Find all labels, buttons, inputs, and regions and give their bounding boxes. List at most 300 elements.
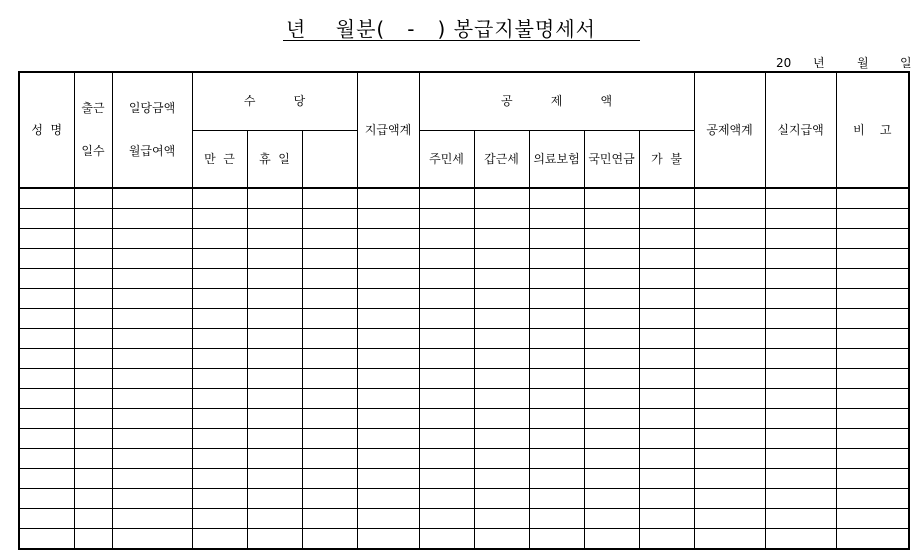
table-cell[interactable] — [765, 249, 836, 269]
table-cell[interactable] — [247, 209, 302, 229]
table-cell[interactable] — [584, 269, 639, 289]
table-row — [19, 469, 909, 489]
table-cell[interactable] — [112, 229, 192, 249]
table-cell[interactable] — [529, 209, 584, 229]
table-cell[interactable] — [74, 188, 112, 209]
header-attendance-line1: 출근 — [81, 101, 105, 115]
table-cell[interactable] — [192, 329, 247, 349]
header-daily-amount — [112, 72, 192, 188]
table-cell[interactable] — [529, 449, 584, 469]
table-cell[interactable] — [639, 369, 694, 389]
table-row — [19, 529, 909, 550]
table-cell[interactable] — [247, 449, 302, 469]
table-cell[interactable] — [302, 309, 357, 329]
date-month-label: 월 — [857, 56, 869, 70]
table-cell[interactable] — [639, 229, 694, 249]
table-cell[interactable] — [74, 489, 112, 509]
table-cell[interactable] — [192, 429, 247, 449]
table-cell[interactable] — [639, 429, 694, 449]
table-cell[interactable] — [112, 409, 192, 429]
table-cell[interactable] — [836, 409, 909, 429]
table-cell[interactable] — [112, 509, 192, 529]
table-cell[interactable] — [419, 369, 474, 389]
table-cell[interactable] — [694, 229, 765, 249]
table-cell[interactable] — [529, 489, 584, 509]
table-cell[interactable] — [419, 188, 474, 209]
table-cell[interactable] — [529, 509, 584, 529]
table-cell[interactable] — [765, 188, 836, 209]
table-cell[interactable] — [765, 329, 836, 349]
table-cell[interactable] — [302, 329, 357, 349]
table-cell[interactable] — [112, 529, 192, 550]
table-cell[interactable] — [192, 389, 247, 409]
table-cell[interactable] — [529, 188, 584, 209]
table-cell[interactable] — [302, 409, 357, 429]
table-cell[interactable] — [474, 249, 529, 269]
table-row — [19, 449, 909, 469]
table-cell[interactable] — [765, 409, 836, 429]
table-cell[interactable] — [474, 289, 529, 309]
table-cell[interactable] — [529, 349, 584, 369]
table-cell[interactable] — [74, 529, 112, 550]
table-cell[interactable] — [639, 329, 694, 349]
table-cell[interactable] — [19, 209, 74, 229]
table-cell[interactable] — [112, 349, 192, 369]
table-cell[interactable] — [584, 209, 639, 229]
table-cell[interactable] — [694, 509, 765, 529]
table-cell[interactable] — [19, 429, 74, 449]
table-cell[interactable] — [19, 509, 74, 529]
table-cell[interactable] — [192, 509, 247, 529]
table-cell[interactable] — [474, 269, 529, 289]
table-cell[interactable] — [694, 429, 765, 449]
date-day-label: 일 — [900, 56, 912, 70]
table-cell[interactable] — [529, 389, 584, 409]
table-cell[interactable] — [474, 229, 529, 249]
table-cell[interactable] — [639, 349, 694, 369]
table-cell[interactable] — [474, 449, 529, 469]
table-cell[interactable] — [192, 269, 247, 289]
table-cell[interactable] — [694, 369, 765, 389]
table-cell[interactable] — [302, 369, 357, 389]
table-cell[interactable] — [765, 269, 836, 289]
table-cell[interactable] — [19, 449, 74, 469]
table-row — [19, 269, 909, 289]
table-cell[interactable] — [247, 529, 302, 550]
table-cell[interactable] — [529, 429, 584, 449]
header-daily-line2: 월급여액 — [128, 144, 176, 158]
table-cell[interactable] — [584, 188, 639, 209]
table-cell[interactable] — [584, 289, 639, 309]
table-cell[interactable] — [419, 249, 474, 269]
table-cell[interactable] — [357, 489, 419, 509]
table-cell[interactable] — [765, 469, 836, 489]
table-row — [19, 249, 909, 269]
table-cell[interactable] — [529, 309, 584, 329]
header-allowance-holiday: 휴 일 — [247, 130, 302, 188]
table-cell[interactable] — [74, 309, 112, 329]
table-cell[interactable] — [357, 289, 419, 309]
table-cell[interactable] — [247, 469, 302, 489]
table-cell[interactable] — [302, 529, 357, 550]
table-cell[interactable] — [474, 349, 529, 369]
table-cell[interactable] — [639, 269, 694, 289]
table-cell[interactable] — [836, 309, 909, 329]
table-cell[interactable] — [639, 469, 694, 489]
table-cell[interactable] — [694, 349, 765, 369]
table-cell[interactable] — [694, 289, 765, 309]
table-cell[interactable] — [247, 369, 302, 389]
table-cell[interactable] — [74, 249, 112, 269]
table-cell[interactable] — [192, 369, 247, 389]
table-cell[interactable] — [584, 469, 639, 489]
table-cell[interactable] — [247, 249, 302, 269]
table-cell[interactable] — [584, 309, 639, 329]
table-cell[interactable] — [765, 309, 836, 329]
table-cell[interactable] — [19, 329, 74, 349]
table-cell[interactable] — [192, 449, 247, 469]
table-cell[interactable] — [836, 188, 909, 209]
table-cell[interactable] — [836, 349, 909, 369]
table-cell[interactable] — [192, 409, 247, 429]
table-cell[interactable] — [639, 289, 694, 309]
table-cell[interactable] — [357, 449, 419, 469]
table-cell[interactable] — [584, 509, 639, 529]
table-cell[interactable] — [584, 409, 639, 429]
table-cell[interactable] — [19, 249, 74, 269]
table-cell[interactable] — [302, 489, 357, 509]
table-cell[interactable] — [357, 389, 419, 409]
table-cell[interactable] — [584, 349, 639, 369]
table-cell[interactable] — [112, 289, 192, 309]
table-cell[interactable] — [357, 369, 419, 389]
table-cell[interactable] — [694, 269, 765, 289]
table-cell[interactable] — [419, 489, 474, 509]
table-cell[interactable] — [302, 389, 357, 409]
table-cell[interactable] — [474, 429, 529, 449]
table-cell[interactable] — [302, 269, 357, 289]
table-cell[interactable] — [419, 349, 474, 369]
table-cell[interactable] — [19, 188, 74, 209]
table-cell[interactable] — [112, 209, 192, 229]
table-cell[interactable] — [192, 249, 247, 269]
table-cell[interactable] — [765, 429, 836, 449]
table-cell[interactable] — [112, 309, 192, 329]
table-cell[interactable] — [836, 489, 909, 509]
table-cell[interactable] — [639, 188, 694, 209]
table-cell[interactable] — [192, 469, 247, 489]
table-row — [19, 188, 909, 209]
table-row — [19, 389, 909, 409]
table-cell[interactable] — [19, 309, 74, 329]
table-cell[interactable] — [247, 269, 302, 289]
table-cell[interactable] — [19, 389, 74, 409]
table-cell[interactable] — [639, 509, 694, 529]
table-cell[interactable] — [529, 409, 584, 429]
table-cell[interactable] — [694, 529, 765, 550]
table-cell[interactable] — [765, 369, 836, 389]
table-cell[interactable] — [474, 389, 529, 409]
table-cell[interactable] — [836, 329, 909, 349]
table-cell[interactable] — [529, 469, 584, 489]
table-cell[interactable] — [694, 469, 765, 489]
table-row — [19, 309, 909, 329]
table-cell[interactable] — [419, 449, 474, 469]
table-cell[interactable] — [419, 529, 474, 550]
table-cell[interactable] — [836, 369, 909, 389]
table-cell[interactable] — [74, 509, 112, 529]
table-cell[interactable] — [19, 529, 74, 550]
table-cell[interactable] — [357, 249, 419, 269]
table-cell[interactable] — [247, 188, 302, 209]
table-cell[interactable] — [474, 329, 529, 349]
table-cell[interactable] — [247, 329, 302, 349]
table-cell[interactable] — [529, 529, 584, 550]
table-cell[interactable] — [765, 229, 836, 249]
table-cell[interactable] — [247, 229, 302, 249]
table-cell[interactable] — [639, 389, 694, 409]
table-cell[interactable] — [302, 429, 357, 449]
table-cell[interactable] — [74, 229, 112, 249]
table-cell[interactable] — [419, 309, 474, 329]
table-cell[interactable] — [584, 229, 639, 249]
table-cell[interactable] — [419, 209, 474, 229]
table-cell[interactable] — [112, 449, 192, 469]
table-cell[interactable] — [302, 209, 357, 229]
table-cell[interactable] — [836, 469, 909, 489]
table-cell[interactable] — [765, 509, 836, 529]
table-cell[interactable] — [639, 209, 694, 229]
table-cell[interactable] — [765, 349, 836, 369]
table-cell[interactable] — [584, 529, 639, 550]
table-cell[interactable] — [694, 249, 765, 269]
table-cell[interactable] — [765, 449, 836, 469]
table-cell[interactable] — [112, 469, 192, 489]
table-cell[interactable] — [694, 389, 765, 409]
table-cell[interactable] — [584, 369, 639, 389]
table-cell[interactable] — [639, 449, 694, 469]
table-cell[interactable] — [836, 449, 909, 469]
table-cell[interactable] — [639, 409, 694, 429]
table-cell[interactable] — [639, 529, 694, 550]
table-cell[interactable] — [836, 269, 909, 289]
table-cell[interactable] — [419, 269, 474, 289]
header-deduction-national-pension: 국민연금 — [584, 130, 639, 188]
table-cell[interactable] — [357, 329, 419, 349]
table-cell[interactable] — [765, 209, 836, 229]
table-cell[interactable] — [474, 188, 529, 209]
table-cell[interactable] — [474, 409, 529, 429]
table-cell[interactable] — [302, 229, 357, 249]
table-cell[interactable] — [529, 229, 584, 249]
table-cell[interactable] — [694, 309, 765, 329]
table-cell[interactable] — [694, 329, 765, 349]
table-cell[interactable] — [247, 389, 302, 409]
table-cell[interactable] — [302, 289, 357, 309]
table-cell[interactable] — [247, 409, 302, 429]
table-cell[interactable] — [247, 309, 302, 329]
table-cell[interactable] — [639, 489, 694, 509]
table-cell[interactable] — [474, 309, 529, 329]
table-cell[interactable] — [357, 529, 419, 550]
table-cell[interactable] — [694, 209, 765, 229]
table-cell[interactable] — [419, 229, 474, 249]
table-cell[interactable] — [19, 349, 74, 369]
table-cell[interactable] — [74, 409, 112, 429]
table-cell[interactable] — [357, 309, 419, 329]
table-cell[interactable] — [74, 269, 112, 289]
table-cell[interactable] — [74, 209, 112, 229]
table-cell[interactable] — [836, 229, 909, 249]
table-cell[interactable] — [836, 529, 909, 550]
table-cell[interactable] — [247, 349, 302, 369]
table-cell[interactable] — [112, 269, 192, 289]
table-cell[interactable] — [192, 188, 247, 209]
table-cell[interactable] — [836, 389, 909, 409]
title-underline — [283, 40, 640, 41]
table-cell[interactable] — [192, 229, 247, 249]
table-cell[interactable] — [302, 349, 357, 369]
table-row — [19, 509, 909, 529]
header-pay-total: 지급액계 — [357, 72, 419, 188]
table-cell[interactable] — [112, 429, 192, 449]
table-cell[interactable] — [192, 349, 247, 369]
table-cell[interactable] — [694, 188, 765, 209]
table-cell[interactable] — [419, 389, 474, 409]
table-cell[interactable] — [836, 509, 909, 529]
table-cell[interactable] — [836, 429, 909, 449]
table-cell[interactable] — [74, 289, 112, 309]
header-attendance-days — [74, 72, 112, 188]
table-cell[interactable] — [694, 489, 765, 509]
table-row — [19, 289, 909, 309]
table-cell[interactable] — [74, 349, 112, 369]
table-cell[interactable] — [74, 329, 112, 349]
table-cell[interactable] — [247, 429, 302, 449]
header-deduction-resident-tax: 주민세 — [419, 130, 474, 188]
table-cell[interactable] — [357, 429, 419, 449]
table-cell[interactable] — [419, 289, 474, 309]
table-cell[interactable] — [74, 429, 112, 449]
table-cell[interactable] — [247, 289, 302, 309]
table-cell[interactable] — [529, 249, 584, 269]
table-cell[interactable] — [302, 249, 357, 269]
table-cell[interactable] — [357, 349, 419, 369]
table-cell[interactable] — [357, 409, 419, 429]
table-cell[interactable] — [112, 369, 192, 389]
table-cell[interactable] — [19, 269, 74, 289]
table-cell[interactable] — [639, 249, 694, 269]
table-cell[interactable] — [419, 329, 474, 349]
table-cell[interactable] — [474, 489, 529, 509]
table-cell[interactable] — [357, 229, 419, 249]
table-cell[interactable] — [192, 529, 247, 550]
header-allowance: 수 당 — [192, 72, 357, 130]
table-cell[interactable] — [765, 389, 836, 409]
table-cell[interactable] — [192, 489, 247, 509]
table-cell[interactable] — [836, 249, 909, 269]
header-deduction-health-insurance: 의료보험 — [529, 130, 584, 188]
header-attendance-line2: 일수 — [81, 144, 105, 158]
table-cell[interactable] — [112, 249, 192, 269]
table-cell[interactable] — [474, 469, 529, 489]
table-cell[interactable] — [357, 269, 419, 289]
table-cell[interactable] — [419, 429, 474, 449]
table-cell[interactable] — [192, 309, 247, 329]
table-cell[interactable] — [529, 329, 584, 349]
table-cell[interactable] — [529, 369, 584, 389]
table-cell[interactable] — [112, 329, 192, 349]
table-cell[interactable] — [694, 409, 765, 429]
table-cell[interactable] — [584, 429, 639, 449]
table-cell[interactable] — [836, 289, 909, 309]
table-cell[interactable] — [302, 509, 357, 529]
table-cell[interactable] — [584, 489, 639, 509]
table-cell[interactable] — [584, 389, 639, 409]
table-cell[interactable] — [639, 309, 694, 329]
table-cell[interactable] — [247, 489, 302, 509]
table-cell[interactable] — [357, 509, 419, 529]
table-cell[interactable] — [474, 209, 529, 229]
header-name: 성 명 — [19, 72, 74, 188]
table-cell[interactable] — [836, 209, 909, 229]
table-cell[interactable] — [529, 289, 584, 309]
table-cell[interactable] — [112, 389, 192, 409]
table-cell[interactable] — [19, 489, 74, 509]
table-cell[interactable] — [584, 249, 639, 269]
table-cell[interactable] — [192, 289, 247, 309]
table-cell[interactable] — [765, 529, 836, 550]
table-cell[interactable] — [419, 409, 474, 429]
table-cell[interactable] — [74, 389, 112, 409]
table-cell[interactable] — [74, 369, 112, 389]
table-cell[interactable] — [474, 369, 529, 389]
table-cell[interactable] — [474, 529, 529, 550]
table-cell[interactable] — [112, 188, 192, 209]
table-cell[interactable] — [765, 489, 836, 509]
header-remarks: 비 고 — [836, 72, 909, 188]
table-cell[interactable] — [74, 449, 112, 469]
table-cell[interactable] — [112, 489, 192, 509]
table-cell[interactable] — [302, 469, 357, 489]
table-cell[interactable] — [357, 469, 419, 489]
table-cell[interactable] — [584, 449, 639, 469]
date-year-prefix: 20 — [776, 56, 792, 70]
table-cell[interactable] — [19, 409, 74, 429]
table-cell[interactable] — [302, 449, 357, 469]
table-cell[interactable] — [584, 329, 639, 349]
table-cell[interactable] — [357, 209, 419, 229]
table-cell[interactable] — [19, 289, 74, 309]
header-deduction-advance: 가 불 — [639, 130, 694, 188]
table-cell[interactable] — [694, 449, 765, 469]
table-cell[interactable] — [19, 469, 74, 489]
table-cell[interactable] — [357, 188, 419, 209]
table-row — [19, 329, 909, 349]
table-cell[interactable] — [19, 229, 74, 249]
table-cell[interactable] — [19, 369, 74, 389]
table-cell[interactable] — [192, 209, 247, 229]
table-cell[interactable] — [765, 289, 836, 309]
table-cell[interactable] — [247, 509, 302, 529]
document-title: 년 월분( - ) 봉급지불명세서 — [286, 17, 596, 41]
table-cell[interactable] — [529, 269, 584, 289]
table-cell[interactable] — [419, 509, 474, 529]
table-cell[interactable] — [474, 509, 529, 529]
table-cell[interactable] — [419, 469, 474, 489]
table-cell[interactable] — [302, 188, 357, 209]
table-cell[interactable] — [74, 469, 112, 489]
